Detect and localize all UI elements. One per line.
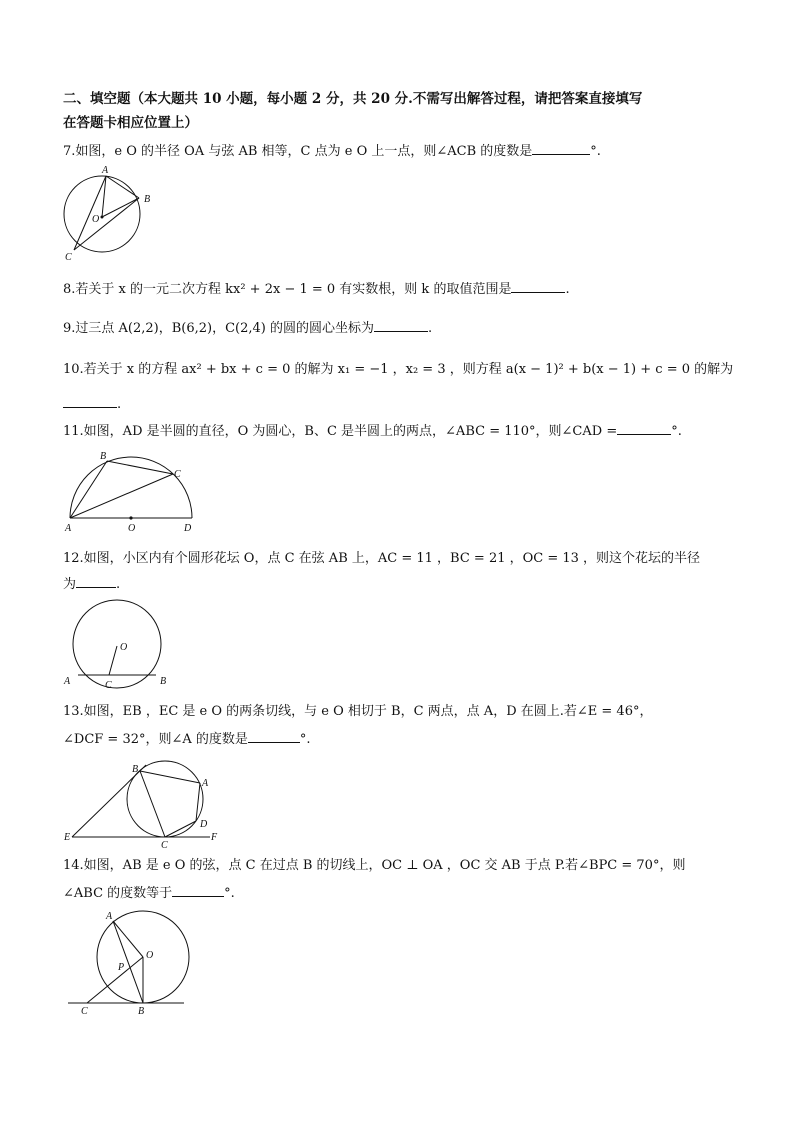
question-14-line2 xyxy=(63,883,235,903)
label-c: C xyxy=(174,469,181,480)
question-13-text-line2: ∠DCF = 32°，则∠A 的度数是 xyxy=(63,732,248,747)
question-12-line1: 12.如图，小区内有个圆形花坛 O，点 C 在弦 AB 上，AC = 11 ，BC = 21 ，OC = 13 ，则这个花坛的半径 xyxy=(63,551,701,566)
section-heading-line2: 在答题卡相应位置上） xyxy=(63,115,198,131)
question-7-text: 7.如图，e O 的半径 OA 与弦 AB 相等，C 点为 e O 上一点，则∠ACB 的度数是 xyxy=(63,144,533,159)
answer-blank-14[interactable] xyxy=(172,883,224,897)
answer-blank-13[interactable] xyxy=(248,729,300,743)
label-c: C xyxy=(161,840,168,851)
label-c: C xyxy=(65,252,72,263)
question-7 xyxy=(63,141,601,161)
label-o: O xyxy=(128,523,136,534)
label-b: B xyxy=(144,194,151,205)
question-13-line2 xyxy=(63,729,311,749)
answer-blank-12[interactable] xyxy=(76,574,116,588)
figure-q12 xyxy=(60,598,180,690)
question-12-line2 xyxy=(63,574,120,594)
figure-q13 xyxy=(60,755,230,850)
answer-blank-8[interactable] xyxy=(511,279,565,293)
question-13-suffix: °. xyxy=(299,732,311,747)
question-10-suffix: . xyxy=(117,397,122,412)
label-b: B xyxy=(132,764,139,775)
label-o: O xyxy=(146,950,154,961)
label-a: A xyxy=(106,911,113,922)
label-a: A xyxy=(65,523,72,534)
question-11-suffix: °. xyxy=(671,424,682,439)
question-10-answer-line xyxy=(63,394,121,414)
question-14-text-line2: ∠ABC 的度数等于 xyxy=(63,886,173,901)
label-d: D xyxy=(184,523,192,534)
question-8-text: 8.若关于 x 的一元二次方程 kx² + 2x − 1 = 0 有实数根，则 k 的取值范围是 xyxy=(63,282,512,297)
label-a: A xyxy=(64,676,71,687)
question-13-line1: 13.如图，EB ，EC 是 e O 的两条切线，与 e O 相切于 B，C 两点，点 A，D 在圆上.若∠E = 46°， xyxy=(63,704,653,719)
question-14-line1: 14.如图，AB 是 e O 的弦，点 C 在过点 B 的切线上，OC ⊥ OA ，OC 交 AB 于点 P.若∠BPC = 70°，则 xyxy=(63,858,686,873)
figure-q11 xyxy=(60,448,200,538)
question-11-text: 11.如图，AD 是半圆的直径，O 为圆心，B、C 是半圆上的两点，∠ABC = 110°，则∠CAD = xyxy=(63,424,618,439)
label-b: B xyxy=(100,451,107,462)
label-a: A xyxy=(202,778,209,789)
question-10: 10.若关于 x 的方程 ax² + bx + c = 0 的解为 x₁ = −1 ，x₂ = 3 ，则方程 a(x − 1)² + b(x − 1) + c = 0 的解为 xyxy=(63,362,734,377)
question-9-suffix: . xyxy=(428,321,433,336)
label-e: E xyxy=(64,832,71,843)
label-o: O xyxy=(120,642,128,653)
label-b: B xyxy=(160,676,167,687)
figure-q14 xyxy=(60,908,200,1018)
answer-blank-9[interactable] xyxy=(374,318,428,332)
question-12-text-line2: 为 xyxy=(63,577,77,592)
label-a: A xyxy=(102,165,109,176)
question-9-text: 9.过三点 A(2,2)，B(6,2)，C(2,4) 的圆的圆心坐标为 xyxy=(63,321,375,336)
label-f: F xyxy=(211,832,218,843)
figure-q7 xyxy=(60,162,160,262)
question-12-suffix: . xyxy=(116,577,121,592)
label-p: P xyxy=(118,962,125,973)
question-14-suffix: °. xyxy=(224,886,235,901)
section-heading-line1: 二、填空题（本大题共 10 小题，每小题 2 分，共 20 分.不需写出解答过程，请把答案直接填写 xyxy=(63,91,643,107)
label-b: B xyxy=(138,1006,145,1017)
answer-blank-11[interactable] xyxy=(617,421,671,435)
question-11 xyxy=(63,421,682,441)
question-9 xyxy=(63,318,432,338)
answer-blank-10[interactable] xyxy=(63,394,117,408)
label-c: C xyxy=(105,680,112,691)
label-d: D xyxy=(200,819,208,830)
answer-blank-7[interactable] xyxy=(532,141,590,155)
label-o: O xyxy=(92,214,100,225)
question-8-suffix: . xyxy=(565,282,570,297)
label-c: C xyxy=(81,1006,88,1017)
question-7-suffix: °. xyxy=(590,144,601,159)
question-8 xyxy=(63,279,570,299)
